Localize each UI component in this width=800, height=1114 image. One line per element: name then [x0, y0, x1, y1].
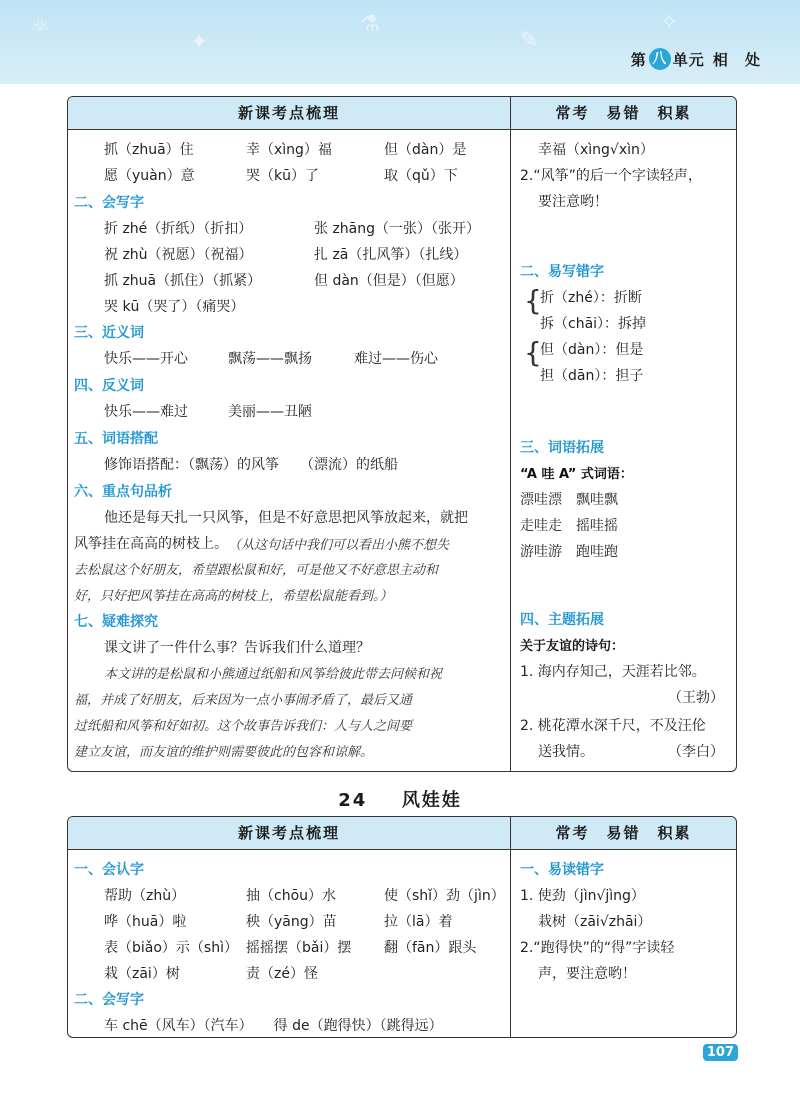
sentence-note: （从这句话中我们可以看出小熊不想失	[228, 538, 450, 553]
section-write-heading: 二、会写字	[74, 195, 144, 211]
key-sentence-cont: 风筝挂在高高的树枝上。	[74, 536, 228, 552]
synonym-pair: 快乐——开心	[104, 351, 188, 367]
unit-number-badge: 八	[649, 48, 671, 70]
write-item: 祝 zhù（祝愿）（祝福）	[104, 247, 253, 263]
key-sentence: 他还是每天扎一只风筝，但是不好意思把风筝放起来，就把	[104, 510, 468, 526]
write-item: 抓 zhuā（抓住）（抓紧）	[104, 273, 262, 289]
unit-label	[631, 48, 766, 70]
char-item: 栽（zāi）树	[104, 966, 180, 982]
char-item: 取（qǔ）下	[384, 168, 458, 184]
sentence-note: 去松鼠这个好朋友，希望跟松鼠和好，可是他又不好意思主动和	[74, 563, 439, 578]
star-doodle-icon: ✦	[190, 30, 209, 55]
misread-item: 栽树（zāi√zhāi）	[538, 914, 652, 930]
inquiry-answer: 过纸船和风筝和好如初。这个故事告诉我们：人与人之间要	[74, 719, 413, 734]
unit-suffix: 单元	[672, 50, 705, 69]
left-column-heading: 新课考点梳理	[68, 97, 510, 129]
write-item: 车 chē（风车）（汽车） 得 de（跑得快）（跳得远）	[104, 1018, 443, 1034]
atom-doodle-icon: ⚛	[30, 14, 50, 39]
confusable-char: 拆（chāi）：拆掉	[540, 316, 647, 332]
sparkle-doodle-icon: ✧	[660, 10, 679, 35]
section-recognize-heading: 一、会认字	[74, 862, 144, 878]
section-sentence-heading: 六、重点句品析	[74, 484, 172, 500]
poem-heading: 关于友谊的诗句：	[520, 639, 625, 654]
lesson-title	[0, 786, 800, 812]
heading-rule	[68, 849, 736, 850]
char-item: 哗（huā）啦	[104, 914, 187, 930]
write-item: 但 dàn（但是）（但愿）	[314, 273, 464, 289]
poem-author: （王勃）	[668, 690, 724, 706]
char-item: 帮助（zhù）	[104, 888, 186, 904]
char-item: 表（biǎo）示（shì）	[104, 940, 238, 956]
char-item: 愿（yuàn）意	[104, 168, 195, 184]
page-header	[0, 0, 800, 84]
sentence-note: 好，只好把风筝挂在高高的树枝上，希望松鼠能看到。）	[74, 589, 393, 604]
tip-text: 2.“跑得快”的“得”字读轻	[520, 940, 675, 956]
char-item: 翻（fān）跟头	[384, 940, 477, 956]
synonym-pair: 飘荡——飘扬	[228, 351, 312, 367]
unit-prefix: 第	[630, 50, 647, 69]
char-item: 抽（chōu）水	[246, 888, 337, 904]
antonym-pair: 快乐——难过	[104, 404, 188, 420]
poem-author: （李白）	[668, 744, 724, 760]
char-item: 责（zé）怪	[246, 966, 318, 982]
brace-icon: {	[524, 336, 542, 369]
tip-text: 要注意哟！	[538, 194, 608, 210]
inquiry-question: 课文讲了一件什么事？告诉我们什么道理？	[104, 640, 370, 656]
page-number: 107	[703, 1044, 738, 1061]
section-collocation-heading: 五、词语搭配	[74, 431, 158, 447]
misread-item: 幸福（xìng√xìn）	[538, 142, 654, 158]
poem-line: 送我情。	[538, 744, 594, 760]
lesson-number: 24	[338, 790, 368, 811]
column-divider	[510, 97, 511, 771]
char-item: 拉（lā）着	[384, 914, 453, 930]
confusable-char: 担（dān）：担子	[540, 368, 644, 384]
poem-line: 1. 海内存知己，天涯若比邻。	[520, 664, 706, 680]
char-item: 摇摇摆（bǎi）摆	[246, 940, 352, 956]
pattern-heading: “A 哇 A” 式词语：	[520, 467, 633, 482]
inquiry-answer: 本文讲的是松鼠和小熊通过纸船和风筝给彼此带去问候和祝	[104, 667, 443, 682]
tip-text: 声，要注意哟！	[538, 966, 636, 982]
write-item: 哭 kū（哭了）（痛哭）	[104, 299, 245, 315]
poem-line: 2. 桃花潭水深千尺，不及汪伦	[520, 718, 706, 734]
pattern-words: 走哇走 摇哇摇	[520, 518, 618, 534]
char-item: 抓（zhuā）住	[104, 142, 194, 158]
lesson23-box	[67, 96, 737, 772]
char-item: 秧（yāng）苗	[246, 914, 337, 930]
write-item: 折 zhé（折纸）（折扣）	[104, 221, 253, 237]
left-column-heading: 新课考点梳理	[68, 817, 510, 849]
char-item: 幸（xìng）福	[246, 142, 332, 158]
section-synonyms-heading: 三、近义词	[74, 325, 144, 341]
write-item: 扎 zā（扎风筝）（扎线）	[314, 247, 468, 263]
write-item: 张 zhāng（一张）（张开）	[314, 221, 481, 237]
right-column-heading: 常考 易错 积累	[511, 97, 736, 129]
char-item: 但（dàn）是	[384, 142, 467, 158]
misread-item: 1. 使劲（jìn√jìng）	[520, 888, 645, 904]
right-section-miswrite: 二、易写错字	[520, 264, 604, 280]
section-write-heading: 二、会写字	[74, 992, 144, 1008]
right-section-word-expansion: 三、词语拓展	[520, 440, 604, 456]
inquiry-answer: 建立友谊，而友谊的维护则需要彼此的包容和谅解。	[74, 745, 374, 760]
brace-icon: {	[524, 284, 542, 317]
section-antonyms-heading: 四、反义词	[74, 378, 144, 394]
flask-doodle-icon: ⚗	[360, 12, 380, 37]
synonym-pair: 难过——伤心	[354, 351, 438, 367]
antonym-pair: 美丽——丑陋	[228, 404, 312, 420]
lesson-name: 风娃娃	[401, 790, 462, 811]
tip-text: 2.“风筝”的后一个字读轻声，	[520, 168, 702, 184]
inquiry-answer: 福，并成了好朋友，后来因为一点小事闹矛盾了，最后又通	[74, 693, 413, 708]
heading-rule	[68, 129, 736, 130]
pattern-words: 漂哇漂 飘哇飘	[520, 492, 618, 508]
collocation-line: 修饰语搭配：（飘荡）的风筝 （漂流）的纸船	[104, 457, 398, 473]
section-inquiry-heading: 七、疑难探究	[74, 614, 158, 630]
right-column-heading: 常考 易错 积累	[511, 817, 736, 849]
confusable-char: 但（dàn）：但是	[540, 342, 644, 358]
unit-name: 相 处	[712, 50, 766, 69]
column-divider	[510, 817, 511, 1037]
lesson24-box	[67, 816, 737, 1038]
right-section-misread: 一、易读错字	[520, 862, 604, 878]
char-item: 使（shǐ）劲（jìn）	[384, 888, 505, 904]
pencil-doodle-icon: ✎	[520, 28, 539, 53]
pattern-words: 游哇游 跑哇跑	[520, 544, 618, 560]
confusable-char: 折（zhé）：折断	[540, 290, 642, 306]
right-section-theme: 四、主题拓展	[520, 612, 604, 628]
char-item: 哭（kū）了	[246, 168, 319, 184]
